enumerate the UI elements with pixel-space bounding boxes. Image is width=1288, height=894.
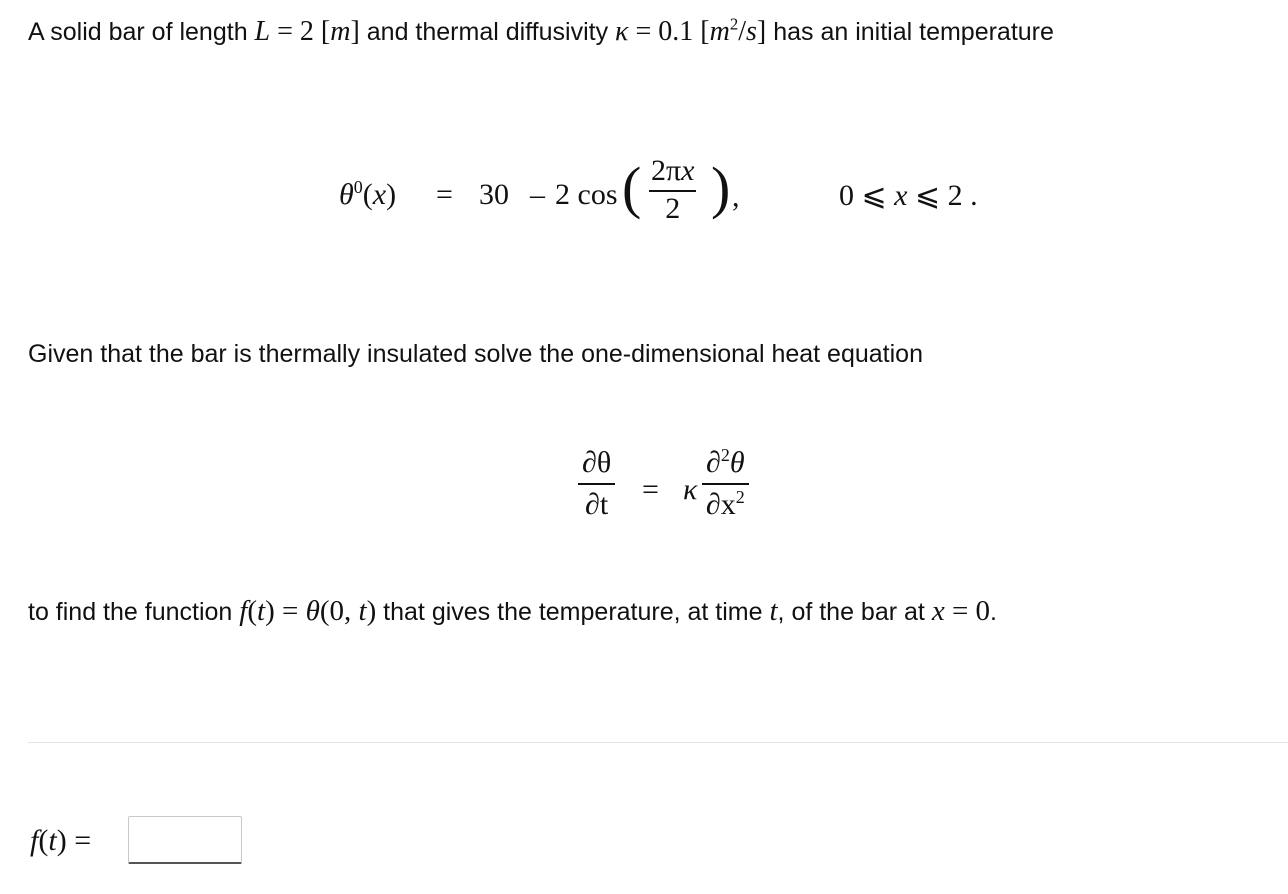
theta-args-open: (0, <box>319 595 359 627</box>
goal-text-1: to find the function <box>28 598 240 626</box>
diffusivity-expression <box>615 16 766 47</box>
numerator-x: x <box>681 154 695 187</box>
diffusivity-unit-m: m <box>709 16 730 47</box>
space-derivative-fraction <box>702 443 749 525</box>
position-condition <box>932 595 990 627</box>
intro-text-3: has an initial temperature <box>766 18 1054 46</box>
domain-upper-bound: ⩽ 2 . <box>907 179 978 212</box>
problem-statement-intro <box>28 16 1054 48</box>
diffusivity-unit-slash: / <box>738 16 747 47</box>
diffusivity-unit-close: ] <box>756 16 767 47</box>
right-paren: ) <box>711 155 731 220</box>
diffusivity-unit-s: s <box>746 16 757 47</box>
intro-text-2: and thermal diffusivity <box>359 18 616 46</box>
answer-label <box>30 824 91 858</box>
cosine-argument-fraction <box>649 152 696 226</box>
theta-t: t <box>358 595 367 627</box>
domain-variable: x <box>894 179 908 212</box>
partial-symbol: ∂ <box>706 446 721 479</box>
function-definition <box>239 595 376 627</box>
lhs-open-paren: ( <box>362 178 373 211</box>
time-variable: t <box>769 595 778 627</box>
theta-symbol-goal: θ <box>305 595 320 627</box>
goal-period: . <box>990 598 997 626</box>
space-derivative-denominator <box>702 485 749 525</box>
numerator-theta: θ <box>729 446 745 479</box>
function-f: f <box>239 595 248 627</box>
answer-open-paren: ( <box>38 824 49 857</box>
heat-kappa-symbol: κ <box>683 473 698 506</box>
lhs-x-variable: x <box>372 178 387 211</box>
problem-statement-instruction: Given that the bar is thermally insulated solve the one-dimensional heat equation <box>28 340 923 368</box>
time-derivative-denominator: ∂t <box>585 488 609 521</box>
position-value: = 0 <box>944 595 991 627</box>
answer-equals: = <box>66 824 92 857</box>
answer-close-paren: ) <box>56 824 67 857</box>
fraction-numerator <box>649 152 696 192</box>
function-close-equals: ) = <box>265 595 306 627</box>
diffusivity-unit-exponent: 2 <box>729 14 739 34</box>
minus-sign: – <box>530 178 545 211</box>
problem-statement-goal <box>28 595 997 628</box>
position-x: x <box>931 595 945 627</box>
theta-symbol: θ <box>339 178 354 211</box>
goal-text-3: , of the bar at <box>777 598 932 626</box>
length-variable: L <box>254 16 271 47</box>
left-paren: ( <box>622 155 642 220</box>
equals-sign: = <box>436 178 453 211</box>
theta-superscript: 0 <box>353 177 363 197</box>
denominator-dx: ∂x <box>705 488 736 521</box>
answer-f: f <box>30 824 39 857</box>
constant-term: 30 <box>479 178 509 211</box>
domain-lower-bound: 0 ⩽ <box>839 179 895 212</box>
intro-text-1: A solid bar of length <box>28 18 255 46</box>
space-derivative-numerator <box>702 443 749 485</box>
domain-condition <box>839 178 978 213</box>
function-open-paren: ( <box>247 595 257 627</box>
numerator-2pi: 2π <box>651 154 682 187</box>
comma: , <box>732 180 740 213</box>
section-divider <box>28 742 1288 743</box>
heat-equals-sign: = <box>642 473 659 506</box>
time-derivative-numerator: ∂θ <box>578 443 615 485</box>
lhs-close-paren: ) <box>386 178 397 211</box>
kappa-symbol: κ <box>615 16 629 47</box>
cosine-coefficient: 2 cos <box>555 178 618 211</box>
denominator-exponent: 2 <box>735 487 745 507</box>
length-expression <box>255 16 360 47</box>
fraction-denominator: 2 <box>665 192 681 225</box>
theta-args-close: ) <box>366 595 377 627</box>
length-unit: m <box>330 16 351 47</box>
answer-input[interactable] <box>128 816 242 864</box>
diffusivity-value: = 0.1 [ <box>628 16 710 47</box>
initial-condition-lhs <box>339 178 396 212</box>
numerator-exponent: 2 <box>720 445 730 465</box>
answer-t: t <box>48 824 57 857</box>
length-value: = 2 [ <box>270 16 331 47</box>
length-unit-close: ] <box>350 16 360 47</box>
function-t: t <box>257 595 266 627</box>
goal-text-2: that gives the temperature, at time <box>376 598 770 626</box>
time-derivative-fraction <box>578 443 615 525</box>
